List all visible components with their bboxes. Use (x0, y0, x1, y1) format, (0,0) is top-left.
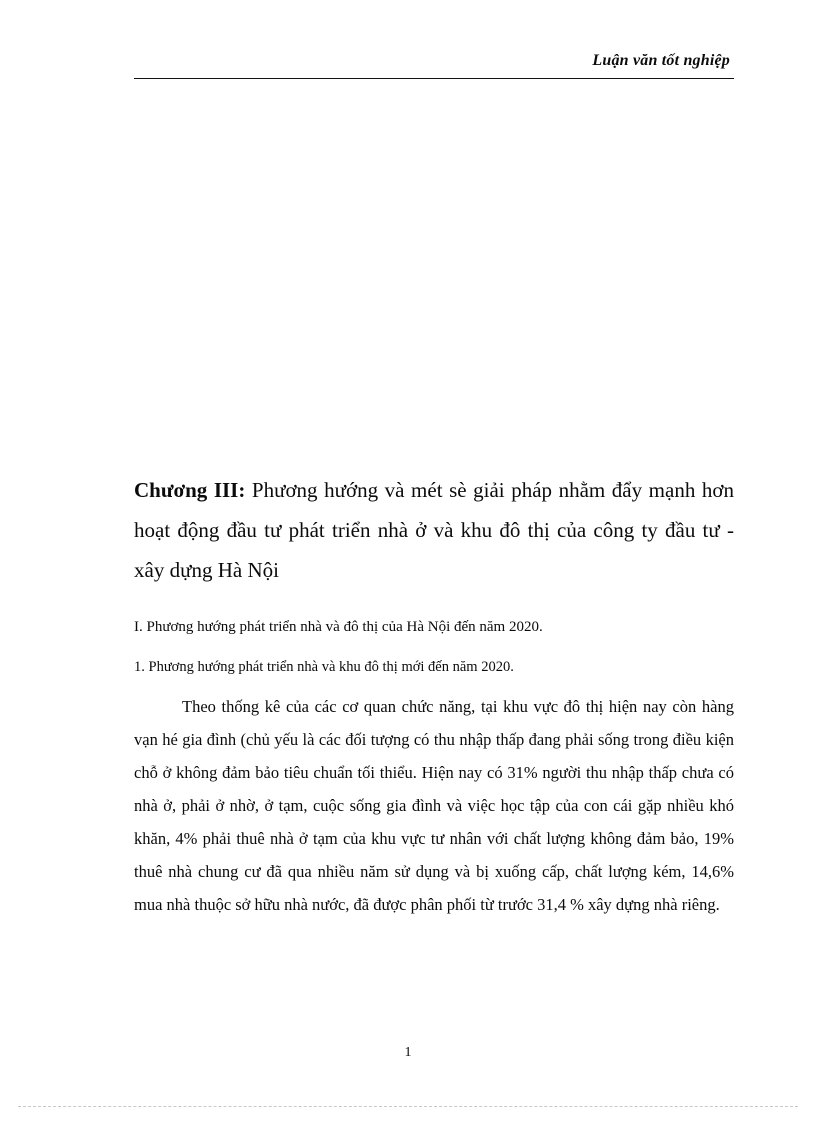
header-title: Luận văn tốt nghiệp (592, 52, 730, 69)
header-divider (134, 78, 734, 79)
footer-divider (18, 1106, 798, 1107)
document-body (134, 470, 734, 921)
chapter-heading (134, 470, 734, 590)
page-header (134, 52, 734, 70)
page-number: 1 (404, 1045, 412, 1060)
body-paragraph: Theo thống kê của các cơ quan chức năng, tại khu vực đô thị hiện nay còn hàng vạn hé gia đình (chủ yếu là các đối tượng có thu nhập thấp đang phải sống trong điều kiện chỗ ở không đảm bảo tiêu chuẩn tối thiểu. Hiện nay có 31% người thu nhập thấp chưa có nhà ở, phải ở nhờ, ở tạm, cuộc sống gia đình và việc học tập của con cái gặp nhiều khó khăn, 4% phải thuê nhà ở tạm của khu vực tư nhân với chất lượng không đảm bảo, 19% thuê nhà chung cư đã qua nhiều năm sử dụng và bị xuống cấp, chất lượng kém, 14,6% mua nhà thuộc sở hữu nhà nước, đã được phân phối từ trước 31,4 % xây dựng nhà riêng. (134, 697, 734, 914)
section-heading-numbered: 1. Phương hướng phát triển nhà và khu đô thị mới đến năm 2020. (134, 659, 514, 675)
section-heading-roman: I. Phương hướng phát triển nhà và đô thị của Hà Nội đến năm 2020. (134, 619, 543, 635)
chapter-label: Chương III: (134, 478, 246, 502)
chapter-title-text: Phương hướng và mét sè giải pháp nhằm đẩy mạnh hơn hoạt động đầu tư phát triển nhà ở và khu đô thị của công ty đầu tư - xây dựng Hà Nội (134, 478, 734, 582)
